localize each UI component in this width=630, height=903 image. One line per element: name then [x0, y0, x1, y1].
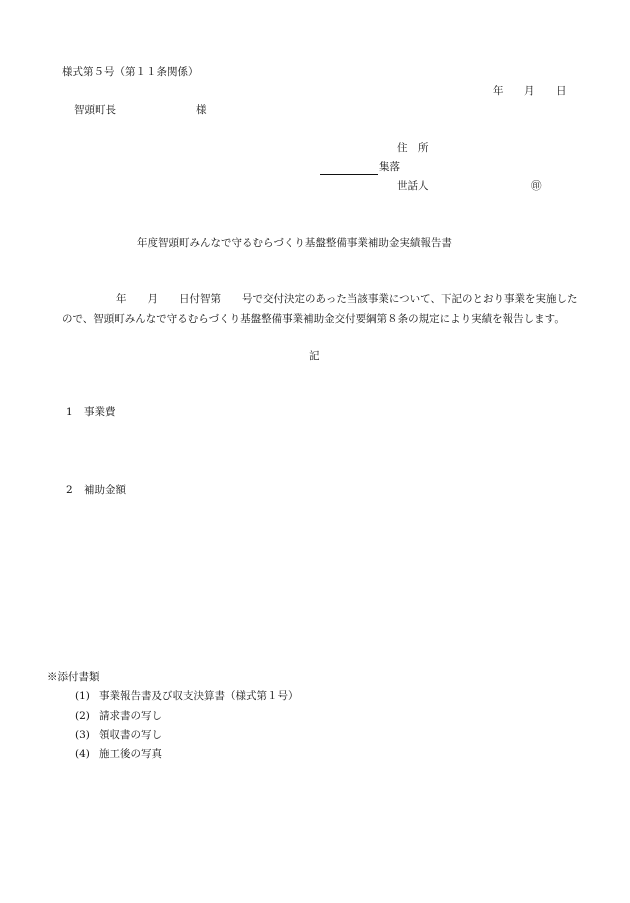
attachment-number: (1) [75, 690, 90, 702]
body-line-1: 年 月 日付智第 号で交付決定のあった当該事業について、下記のとおり事業を実施した [116, 293, 578, 305]
attachment-item [75, 710, 162, 723]
attachment-number: (2) [75, 710, 90, 722]
document-title: 年度智頭町みんなで守るむらづくり基盤整備事業補助金実績報告書 [137, 237, 452, 249]
seal-icon: ㊞ [531, 180, 542, 192]
item-subsidy [66, 484, 126, 497]
item-number: 2 [66, 484, 73, 496]
attachment-number: (4) [75, 748, 90, 760]
attachment-text: 施工後の写真 [99, 748, 162, 760]
ki-marker: 記 [309, 350, 320, 362]
village-label: 集落 [379, 161, 400, 173]
attachment-item [75, 729, 162, 742]
attachment-item [75, 690, 299, 703]
manager-label: 世話人 [397, 180, 429, 192]
date-day: 日 [556, 85, 567, 97]
addressee-honorific: 様 [196, 104, 207, 116]
body-paragraph [62, 289, 578, 329]
village-blank [320, 162, 378, 175]
item-cost [66, 406, 116, 419]
attachment-number: (3) [75, 729, 90, 741]
attachment-text: 領収書の写し [99, 729, 162, 741]
item-label: 補助金額 [84, 484, 126, 496]
body-line-2: ので、智頭町みんなで守るむらづくり基盤整備事業補助金交付要綱第８条の規定により実績を報告します。 [62, 313, 565, 325]
attachment-text: 事業報告書及び収支決算書（様式第１号） [99, 690, 299, 702]
date-year: 年 [493, 85, 504, 97]
date-month: 月 [524, 85, 535, 97]
item-label: 事業費 [84, 406, 116, 418]
attachment-item [75, 748, 162, 761]
address-label: 住 所 [397, 142, 429, 154]
form-number: 様式第５号（第１１条関係） [62, 66, 199, 78]
addressee-name: 智頭町長 [74, 104, 116, 116]
attachments-heading: ※添付書類 [47, 671, 100, 683]
item-number: 1 [66, 406, 73, 418]
attachment-text: 請求書の写し [99, 710, 162, 722]
